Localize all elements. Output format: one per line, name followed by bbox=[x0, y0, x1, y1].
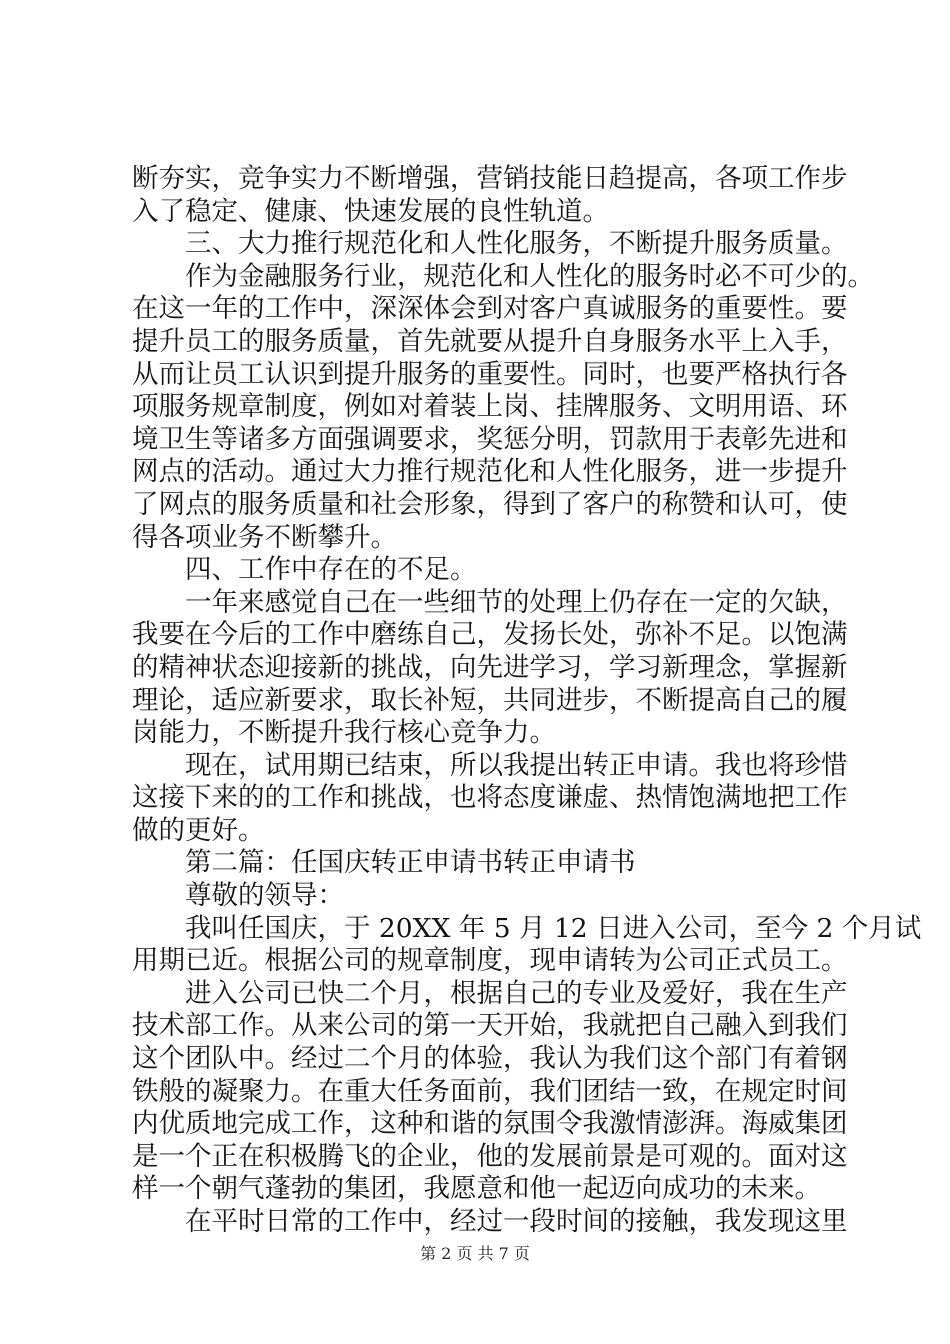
text-line: 的精神状态迎接新的挑战，向先进学习，学习新理念，掌握新 bbox=[132, 651, 848, 683]
text-line: 现在，试用期已结束，所以我提出转正申请。我也将珍惜 bbox=[185, 749, 848, 781]
text-line: 入了稳定、健康、快速发展的良性轨道。 bbox=[132, 195, 609, 227]
text-line: 项服务规章制度，例如对着装上岗、挂牌服务、文明用语、环 bbox=[132, 391, 848, 423]
text-line: 在平时日常的工作中，经过一段时间的接触，我发现这里 bbox=[185, 1206, 848, 1237]
text-line: 岗能力，不断提升我行核心竞争力。 bbox=[132, 717, 556, 749]
text-line: 理论，适应新要求，取长补短，共同进步，不断提高自己的履 bbox=[132, 684, 848, 716]
text-line: 提升员工的服务质量，首先就要从提升自身服务水平上入手， bbox=[132, 325, 848, 357]
text-line: 尊敬的领导： bbox=[185, 880, 344, 912]
text-line: 作为金融服务行业，规范化和人性化的服务时必不可少的。 bbox=[185, 260, 874, 292]
text-line: 进入公司已快二个月，根据自己的专业及爱好，我在生产 bbox=[185, 977, 848, 1009]
text-line: 三、大力推行规范化和人性化服务，不断提升服务质量。 bbox=[185, 228, 848, 260]
text-line: 我要在今后的工作中磨练自己，发扬长处，弥补不足。以饱满 bbox=[132, 619, 848, 651]
text-line: 网点的活动。通过大力推行规范化和人性化服务，进一步提升 bbox=[132, 456, 848, 488]
text-line: 从而让员工认识到提升服务的重要性。同时，也要严格执行各 bbox=[132, 358, 848, 390]
text-line: 这个团队中。经过二个月的体验，我认为我们这个部门有着钢 bbox=[132, 1043, 848, 1075]
text-line: 在这一年的工作中，深深体会到对客户真诚服务的重要性。要 bbox=[132, 293, 848, 325]
text-line: 四、工作中存在的不足。 bbox=[185, 554, 477, 586]
text-line: 是一个正在积极腾飞的企业，他的发展前景是可观的。面对这 bbox=[132, 1140, 848, 1172]
text-line: 技术部工作。从来公司的第一天开始，我就把自己融入到我们 bbox=[132, 1010, 848, 1042]
text-line: 样一个朝气蓬勃的集团，我愿意和他一起迈向成功的未来。 bbox=[132, 1173, 821, 1205]
text-line: 断夯实，竞争实力不断增强，营销技能日趋提高，各项工作步 bbox=[132, 163, 848, 194]
text-line: 内优质地完成工作，这种和谐的氛围令我激情澎湃。海威集团 bbox=[132, 1108, 848, 1140]
text-line: 铁般的凝聚力。在重大任务面前，我们团结一致，在规定时间 bbox=[132, 1075, 848, 1107]
text-line: 境卫生等诸多方面强调要求，奖惩分明，罚款用于表彰先进和 bbox=[132, 423, 848, 455]
text-line: 我叫任国庆，于 20XX 年 5 月 12 日进入公司，至今 2 个月试 bbox=[185, 912, 922, 944]
text-line: 这接下来的的工作和挑战，也将态度谦虚、热情饱满地把工作 bbox=[132, 782, 848, 814]
text-line: 一年来感觉自己在一些细节的处理上仍存在一定的欠缺， bbox=[185, 586, 848, 618]
text-line: 做的更好。 bbox=[132, 814, 265, 846]
page-number-footer: 第 2 页 共 7 页 bbox=[420, 1244, 530, 1263]
text-line: 了网点的服务质量和社会形象，得到了客户的称赞和认可，使 bbox=[132, 488, 848, 520]
document-body bbox=[132, 163, 922, 1239]
text-line: 得各项业务不断攀升。 bbox=[132, 521, 397, 553]
text-line: 第二篇：任国庆转正申请书转正申请书 bbox=[185, 847, 636, 879]
text-line: 用期已近。根据公司的规章制度，现申请转为公司正式员工。 bbox=[132, 945, 848, 977]
